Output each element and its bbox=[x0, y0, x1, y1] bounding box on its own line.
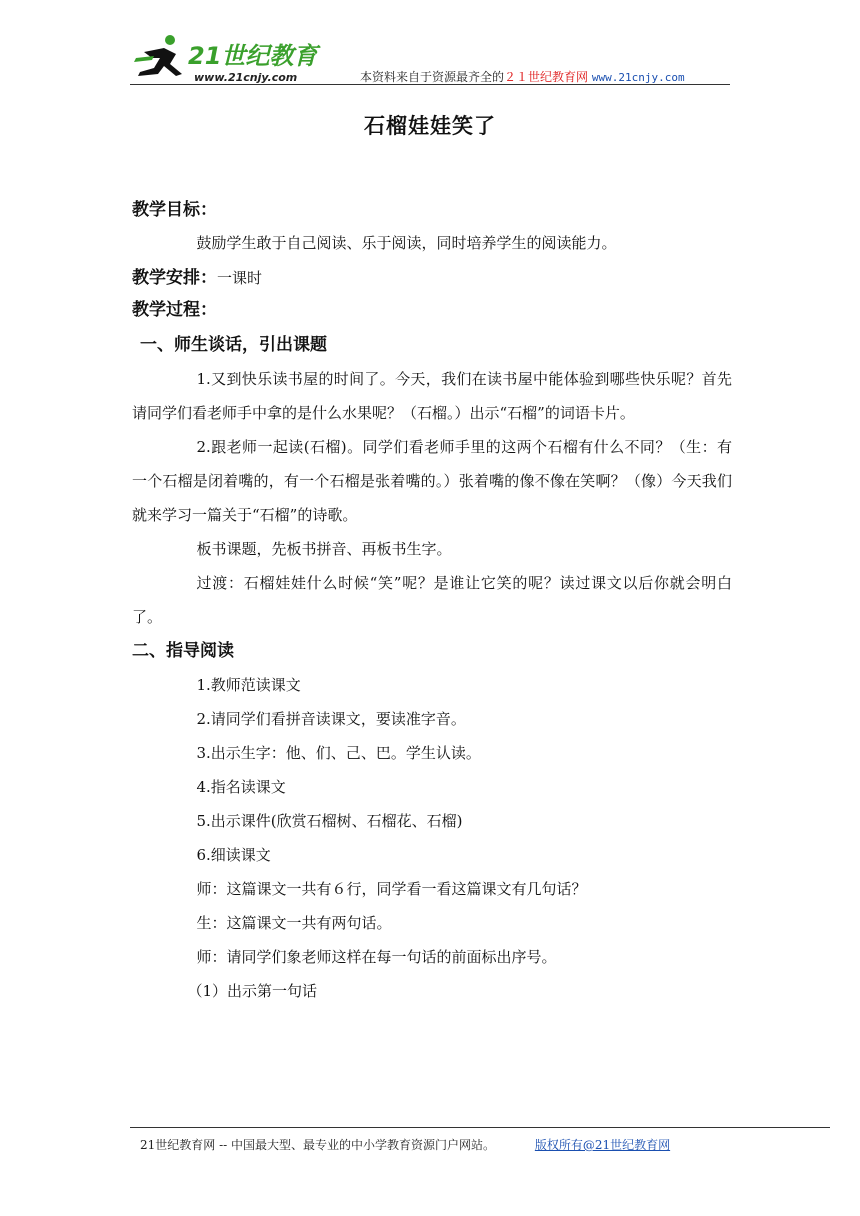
document-title: 石榴娃娃笑了 bbox=[364, 114, 496, 138]
sub-item: （1）出示第一句话 bbox=[187, 982, 318, 1000]
header-url-link[interactable]: www.21cnjy.com bbox=[591, 71, 685, 84]
goal-heading: 教学目标： bbox=[132, 200, 217, 220]
list-item: 4.指名读课文 bbox=[196, 778, 286, 796]
part1-heading: 一、师生谈话，引出课题 bbox=[140, 335, 327, 355]
list-item: 2.请同学们看拼音读课文，要读准字音。 bbox=[196, 710, 466, 728]
copyright-link[interactable]: 版权所有@21世纪教育网 bbox=[534, 1138, 671, 1152]
part2-heading: 二、指导阅读 bbox=[132, 641, 234, 661]
part1-paragraph-1: 1.又到快乐读书屋的时间了。今天，我们在读书屋中能体验到哪些快乐呢？首先请同学们看老师手中拿的是什么水果呢？（石榴。）出示“石榴”的词语卡片。 bbox=[132, 370, 732, 422]
list-item: 6.细读课文 bbox=[196, 846, 271, 864]
header-note-prefix: 本资料来自于资源最齐全的 bbox=[360, 70, 505, 84]
footer-divider bbox=[130, 1127, 830, 1128]
header-note bbox=[360, 68, 685, 85]
site-logo[interactable] bbox=[130, 30, 340, 86]
arrange-heading: 教学安排： bbox=[132, 268, 217, 288]
list-item: 师：请同学们象老师这样在每一句话的前面标出序号。 bbox=[196, 948, 557, 966]
part2-list bbox=[132, 668, 732, 1008]
list-item: 1.教师范读课文 bbox=[196, 676, 301, 694]
logo-wordmark: 21世纪教育 bbox=[188, 42, 318, 70]
list-item: 3.出示生字：他、们、己、巴。学生认读。 bbox=[196, 744, 481, 762]
goal-text: 鼓励学生敢于自己阅读、乐于阅读，同时培养学生的阅读能力。 bbox=[196, 234, 617, 252]
list-item: 5.出示课件(欣赏石榴树、石榴花、石榴) bbox=[196, 812, 463, 830]
part1-paragraph-3: 板书课题，先板书拼音、再板书生字。 bbox=[196, 540, 452, 558]
process-heading: 教学过程： bbox=[132, 300, 217, 320]
header-divider bbox=[130, 84, 730, 85]
part1-paragraph-4: 过渡：石榴娃娃什么时候“笑”呢？是谁让它笑的呢？读过课文以后你就会明白了。 bbox=[132, 574, 732, 626]
header-brand-link[interactable]: ２１世纪教育网 bbox=[504, 70, 589, 84]
running-figure-icon bbox=[134, 35, 182, 76]
arrange-text: 一课时 bbox=[217, 269, 263, 287]
logo-url: www.21cnjy.com bbox=[194, 71, 298, 84]
arrange-row bbox=[132, 262, 732, 294]
page-header bbox=[130, 30, 730, 86]
document-body bbox=[132, 194, 732, 1008]
part1-paragraph-2: 2.跟老师一起读(石榴)。同学们看老师手里的这两个石榴有什么不同？（生：有一个石榴是闭着嘴的，有一个石榴是张着嘴的。）张着嘴的像不像在笑啊？（像）今天我们就来学习一篇关于“石榴”的诗歌。 bbox=[132, 438, 732, 524]
footer-text: 21世纪教育网 -- 中国最大型、最专业的中小学教育资源门户网站。 bbox=[140, 1138, 496, 1152]
list-item: 生：这篇课文一共有两句话。 bbox=[196, 914, 392, 932]
page-footer bbox=[140, 1136, 670, 1153]
list-item: 师：这篇课文一共有６行，同学看一看这篇课文有几句话？ bbox=[196, 880, 587, 898]
